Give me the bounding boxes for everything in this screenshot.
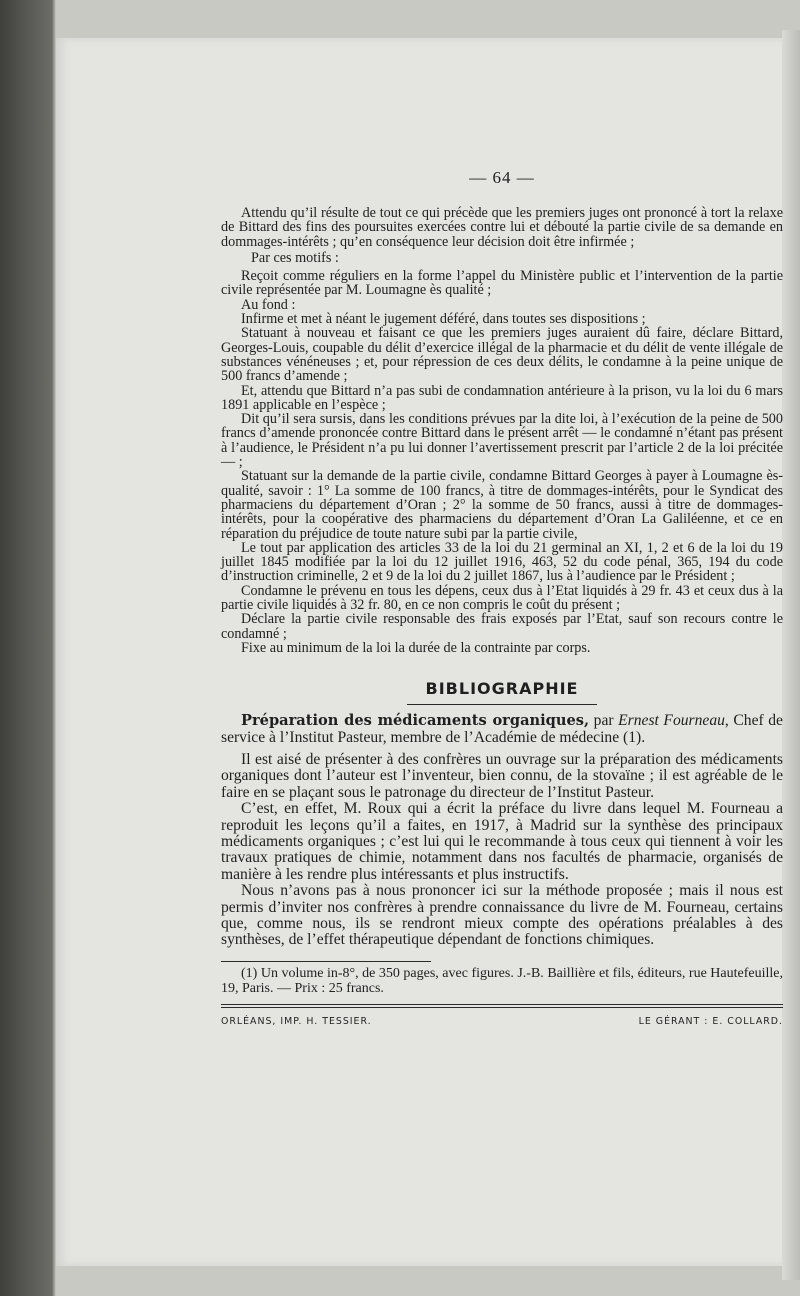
book-entry (221, 713, 783, 746)
judgment-paragraph: Par ces motifs : (251, 249, 339, 266)
footnote-text: (1) Un volume in-8°, de 350 pages, avec figures. J.-B. Baillière et fils, éditeurs, rue Hautefeuille, 19, Paris. — Prix : 25 francs. (221, 965, 783, 996)
book-author: Ernest Fourneau (618, 712, 725, 730)
printer-credit: ORLÉANS, IMP. H. TESSIER. (221, 1015, 372, 1027)
heading-rule (407, 704, 597, 705)
judgment-paragraph: Infirme et met à néant le jugement déféré, dans toutes ses dispositions ; (241, 311, 646, 328)
judgment-paragraph: Au fond : (241, 296, 296, 313)
page-content (221, 168, 783, 1027)
judgment-paragraph: Statuant sur la demande de la partie civile, condamne Bittard Georges à payer à Loumagne ès-qualité, savoir : 1° La somme de 100 francs, à titre de dommages-intérêts, pour le Syndicat des pharmaciens du département d’Oran ; 2° la somme de 50 francs, aussi à titre de dommages-intérêts, pour la coopérative des pharmaciens du département d’Oran La Galiléenne, et ce en réparation du préjudice de toute nature subi par la partie civile, (221, 468, 783, 542)
footnote-separator (221, 961, 431, 962)
judgment-paragraph: Statuant à nouveau et faisant ce que les premiers juges auraient dû faire, déclare Bittard, Georges-Louis, coupable du délit d’exercice illégal de la pharmacie et du délit de vente illégale de substances vénéneuses ; et, pour répression de ces deux délits, le condamne à la peine unique de 500 francs d’amende ; (221, 325, 783, 385)
footnote (221, 966, 783, 996)
page-number: — 64 — (469, 168, 535, 187)
section-heading: BIBLIOGRAPHIE (425, 679, 579, 699)
judgment-paragraph: Déclare la partie civile responsable des frais exposés par l’Etat, sauf son recours contre le condamné ; (221, 611, 783, 642)
next-page-edge (782, 30, 800, 1280)
judgment-paragraph: Attendu qu’il résulte de tout ce qui précède que les premiers juges ont prononcé à tort la relaxe de Bittard des fins des poursuites exercées contre lui et débouté la partie civile de sa demande en dommages-intérêts ; qu’en conséquence leur décision doit être infirmée ; (221, 205, 783, 250)
imprint-double-rule (221, 1004, 783, 1008)
judgment-text (221, 206, 783, 655)
judgment-paragraph: Et, attendu que Bittard n’a pas subi de condamnation antérieure à la prison, vu la loi du 6 mars 1891 applicable en l’espèce ; (221, 382, 783, 413)
review-paragraph: Nous n’avons pas à nous prononcer ici sur la méthode proposée ; mais il nous est permis d’inviter nos confrères à prendre connaissance du livre de M. Fourneau, certains que, comme nous, ils se rendront mieux compte des opérations préalables à des synthèses, de l’effet thérapeutique dépendant de fonctions chimiques. (221, 882, 783, 949)
judgment-paragraph: Fixe au minimum de la loi la durée de la contrainte par corps. (241, 639, 591, 656)
judgment-paragraph: Dit qu’il sera sursis, dans les conditions prévues par la dite loi, à l’exécution de la peine de 500 francs d’amende prononcée contre Bittard dans le présent arrêt — le condamné n’étant pas présent à l’audience, le Président n’a pu lui donner l’avertissement prescrit par l’article 2 de la loi précitée — ; (221, 411, 783, 471)
book-by: par (589, 712, 619, 730)
judgment-paragraph: Le tout par application des articles 33 de la loi du 21 germinal an XI, 1, 2 et 6 de la loi du 19 juillet 1845 modifiée par la loi du 12 juillet 1916, 463, 52 du code pénal, 365, 194 du code d’instruction criminelle, 2 et 9 de la loi du 2 juillet 1867, lus à l’audience par le Président ; (221, 539, 783, 585)
imprint-line (221, 1016, 783, 1027)
bibliography-section (221, 713, 783, 949)
judgment-paragraph: Reçoit comme réguliers en la forme l’appel du Ministère public et l’intervention de la partie civile représentée par M. Loumagne ès qualité ; (221, 268, 783, 299)
review-paragraph: Il est aisé de présenter à des confrères un ouvrage sur la préparation des médicaments organiques dont l’auteur est l’inventeur, bien connu, de la stovaïne ; il est agréable de le faire en se plaçant sous le patronage du directeur de l’Institut Pasteur. (221, 751, 783, 801)
book-author-credentials: , Chef de service à l’Institut Pasteur, membre de l’Académie de médecine (1). (221, 712, 783, 746)
book-title: Préparation des médicaments organiques, (241, 712, 590, 730)
manager-credit: LE GÉRANT : E. COLLARD. (638, 1015, 783, 1027)
judgment-paragraph: Condamne le prévenu en tous les dépens, ceux dus à l’Etat liquidés à 29 fr. 43 et ceux dus à la partie civile liquidés à 32 fr. 80, en ce non compris le coût du présent ; (221, 582, 783, 614)
review-paragraph: C’est, en effet, M. Roux qui a écrit la préface du livre dans lequel M. Fourneau a reproduit les leçons qu’il a faites, en 1917, à Madrid sur la synthèse des principaux médicaments organiques ; c’est lui qui le recommande à tous ceux qui tiennent à voir les travaux pratiques de chimie, notamment dans nos facultés de pharmacie, organisés de manière à les rendre plus intéressants et plus instructifs. (221, 800, 783, 883)
